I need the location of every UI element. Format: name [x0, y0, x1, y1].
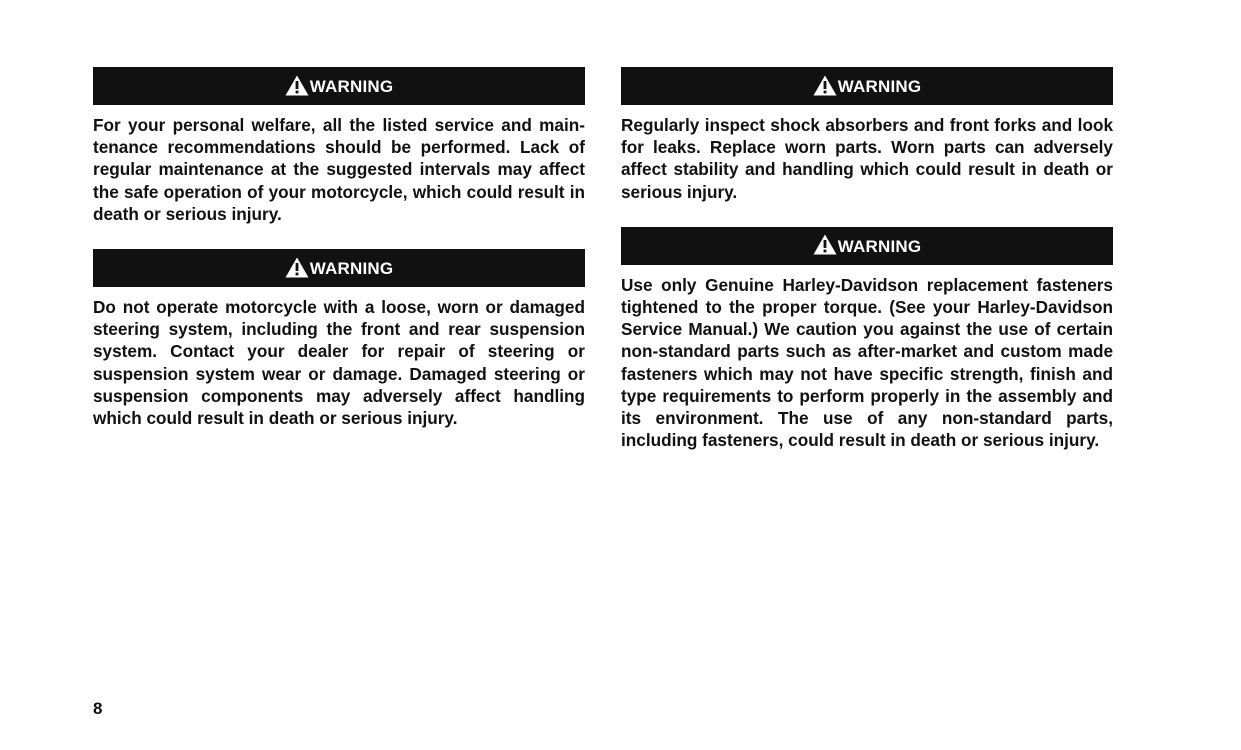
warning-header: [93, 67, 585, 105]
warning-triangle-icon: [813, 234, 837, 255]
warning-triangle-icon: [813, 75, 837, 96]
warning-header: [621, 67, 1113, 105]
right-column: [621, 67, 1113, 451]
page-number: 8: [93, 699, 103, 718]
warning-block-fasteners: [621, 227, 1113, 452]
warning-block-maintenance: [93, 67, 585, 225]
warning-label: WARNING: [837, 236, 922, 256]
warning-triangle-icon: [285, 75, 309, 96]
warning-text: For your personal welfare, all the listed service and maintenance recommendations should be performed. Lack of regular maintenance at the suggested intervals may affect the safe operation of your motorcycle, which could result in death or serious injury.: [93, 115, 585, 224]
warning-block-shock-absorbers: [621, 67, 1113, 203]
warning-header: [621, 227, 1113, 265]
warning-text: Use only Genuine Harley-Davidson replacement fasteners tightened to the proper torque. (See your Harley-Davidson Service Manual.) We caution you against the use of certain non-standard parts such as after-market and custom made fasteners which may not have specific strength, finish and type requirements to perform properly in the assembly and its environment. The use of any non-standard parts, including fasteners, could result in death or serious injury.: [621, 274, 1113, 451]
warning-block-steering: [93, 249, 585, 429]
warning-triangle-icon: [285, 257, 309, 278]
warning-label: WARNING: [309, 259, 394, 279]
warning-text: Regularly inspect shock absorbers and front forks and look for leaks. Replace worn parts. Worn parts can adversely affect stability and handling which could result in death or serious injury.: [621, 115, 1113, 202]
warning-text: Do not operate motorcycle with a loose, worn or damaged steering system, including the front and rear suspension system. Contact your dealer for repair of steering or suspension system wear or damage. Damaged steering or suspension components may adversely affect handling which could result in death or serious injury.: [93, 297, 585, 429]
warning-label: WARNING: [837, 77, 922, 96]
warning-header: [93, 249, 585, 287]
warning-label: WARNING: [309, 77, 394, 96]
left-column: [93, 67, 585, 429]
